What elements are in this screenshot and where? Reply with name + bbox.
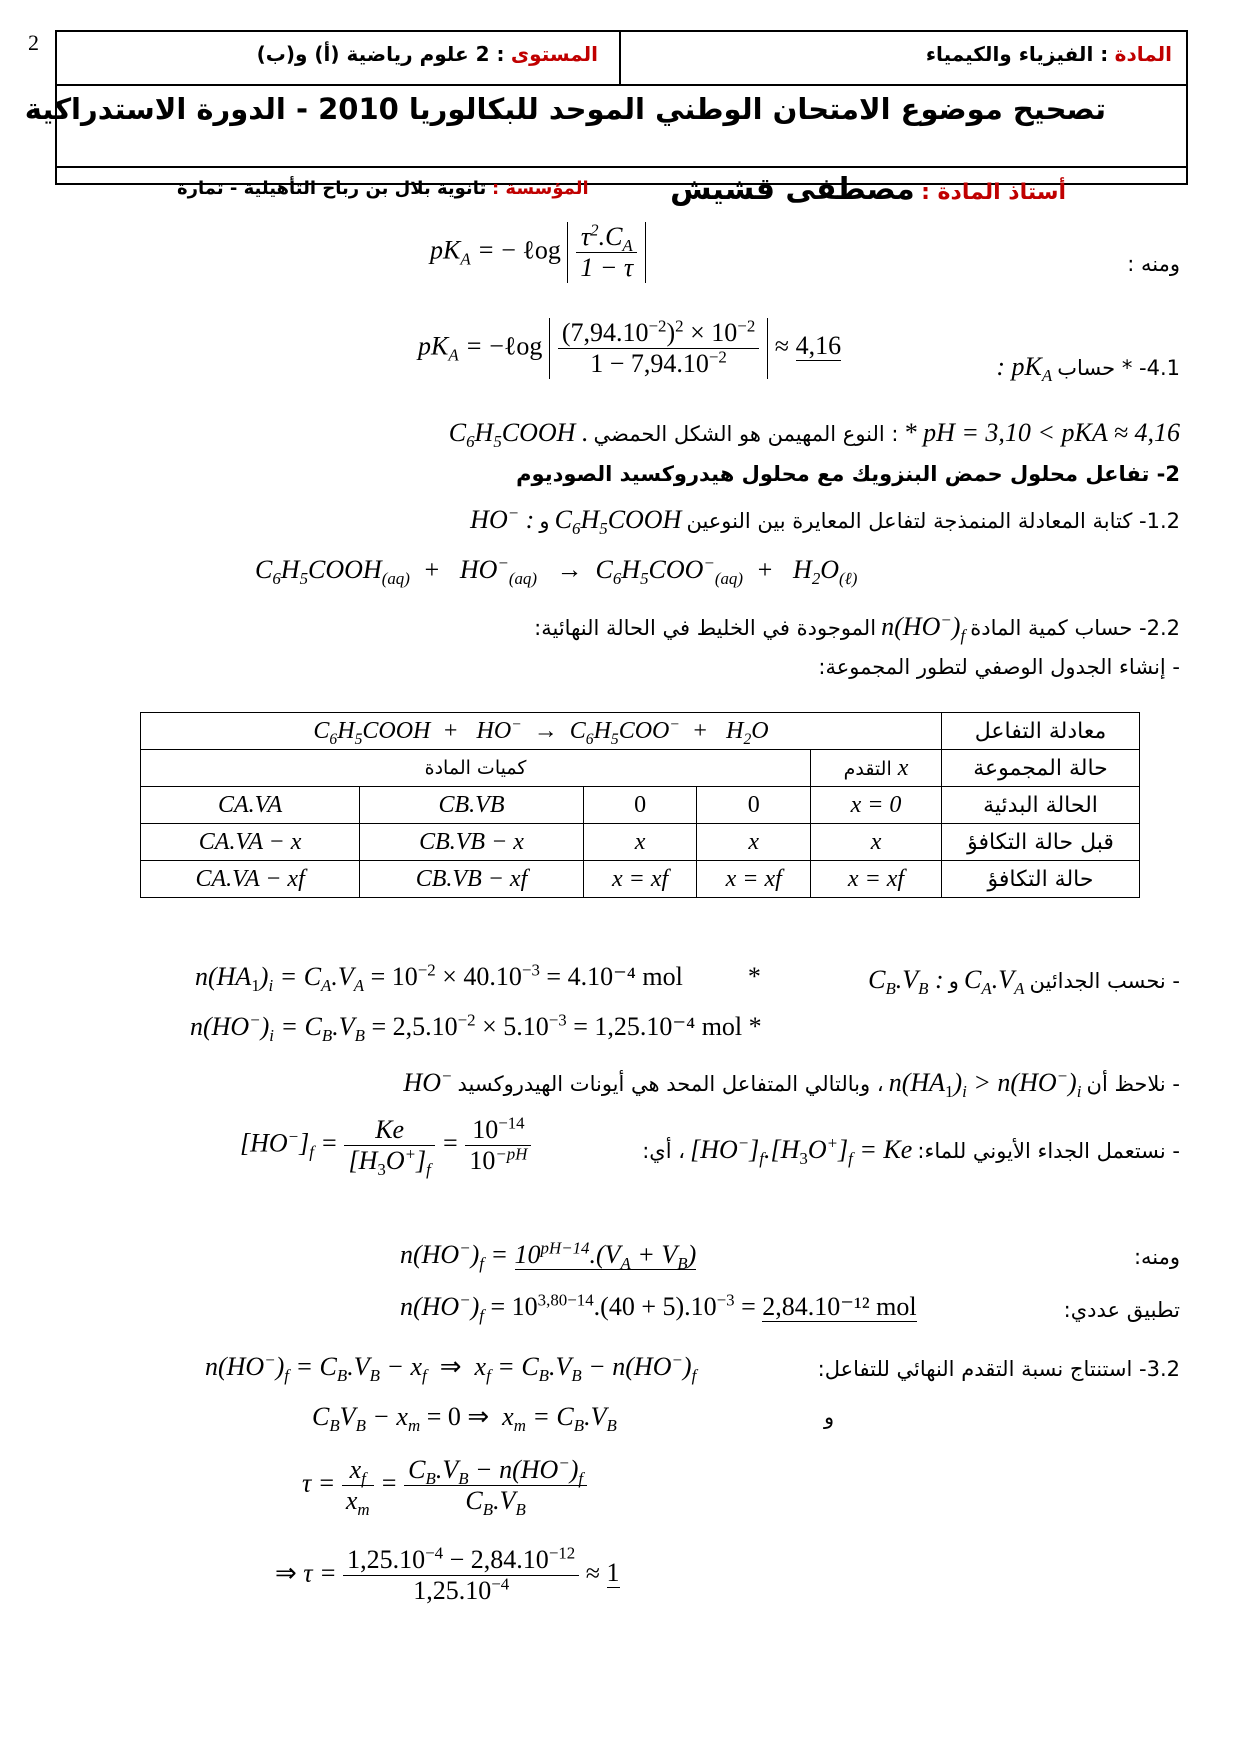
q22-text2: الموجودة في الخليط في الحالة النهائية: <box>534 616 877 640</box>
nho-result: 1,25.10⁻⁴ mol <box>594 1012 743 1041</box>
teacher-name: مصطفى قشيش <box>670 172 915 207</box>
q12-line: 1.2- كتابة المعادلة المنمذجة لتفاعل المعايرة بين النوعين $C_6H_5COOH$ و HO− : <box>470 503 1180 539</box>
table-cell: 0 <box>697 787 811 824</box>
ionic-ay: ، أي: <box>642 1139 685 1163</box>
xm-relation: $C_BV_B - x_m = 0$ ⇒ $x_m = C_B.V_B$ <box>312 1402 617 1436</box>
table-row <box>141 861 1140 898</box>
section2-title: 2- تفاعل محلول حمض البنزويك مع محلول هيدروكسيد الصوديوم <box>516 462 1180 486</box>
subject-cell: المادة : الفيزياء والكيمياء <box>925 42 1172 66</box>
row-label: الحالة البدئية <box>942 787 1140 824</box>
table-row <box>141 713 1140 750</box>
table-cell: CB.VB − x <box>360 824 584 861</box>
result-nho: 2,84.10⁻¹² mol <box>762 1292 917 1321</box>
header-row-3 <box>57 166 1186 216</box>
table-cell: x = xf <box>811 861 942 898</box>
dominant-line: * pH = 3,10 < pKA ≈ 4,16 : النوع المهيمن هو الشكل الحمضي $C_6H_5COOH$ . <box>448 418 1180 452</box>
table-cell: 0 <box>583 787 697 824</box>
wa-minhu-2: ومنه: <box>1133 1245 1180 1269</box>
table-cell: CA.VA − x <box>141 824 360 861</box>
advancement-label: التقدم <box>843 757 892 780</box>
remark-line: - نلاحظ أن $n(HA_1)_i > n(HO^-)_i$ ، وبالتالي المتفاعل المحد هي أيونات الهيدروكسيد HO− <box>403 1066 1180 1102</box>
q41-label: 4.1- * حساب <box>1057 356 1180 380</box>
page-number: 2 <box>28 30 39 55</box>
table-cell: x <box>811 824 942 861</box>
table-cell: x <box>583 824 697 861</box>
q12-text: 1.2- كتابة المعادلة المنمذجة لتفاعل المعايرة بين النوعين <box>686 509 1180 533</box>
tau-numeric: ⇒ τ = $\frac{1,25.10^{-4} - 2,84.10^{-12}}{1,25.10^{-4}}$ ≈ 1 <box>275 1543 620 1605</box>
row-label: قبل حالة التكافؤ <box>942 824 1140 861</box>
xf-relation: $n(HO^-)_f = C_B.V_B - x_f$ ⇒ $x_f = C_B.V_B - n(HO^-)_f$ <box>205 1350 697 1386</box>
table-cell: x <box>697 824 811 861</box>
ph-relation: pH = 3,10 < pKA ≈ 4,16 <box>923 418 1180 447</box>
tau-formula: τ = $\frac{x_f}{x_m}$ = $\frac{C_B.V_B - n(HO^-)_f}{C_B.V_B}$ <box>302 1455 587 1516</box>
remark-text2: ، وبالتالي المتفاعل المحد هي أيونات الهيدروكسيد <box>457 1072 884 1096</box>
calc-line: - نحسب الجدائين $C_A.V_A$ و $C_B.V_B$ : <box>868 965 1180 999</box>
table-cell: CA.VA − xf <box>141 861 360 898</box>
pka-numeric: $pK_A$ = −ℓog $\frac{(7,94.10^{-2})^2 \times 10^{-2}}{1 - 7,94.10^{-2}}$ ≈ 4,16 <box>418 316 842 378</box>
header-row-2 <box>24 84 1186 168</box>
calc-and: و <box>948 969 959 993</box>
table-cell: x = 0 <box>811 787 942 824</box>
titration-equation: $C_6H_5COOH_{(aq)} + HO^-_{(aq)}$ → $C_6H_5COO^-_{(aq)} + H_2O_{(\ell)}$ <box>255 553 858 589</box>
ho-concentration: $[HO^-]_f$ = $\frac{Ke}{[H_3O^+]_f}$ = $\frac{10^{-14}}{10^{-pH}}$ <box>240 1115 531 1176</box>
nho-final-formula: $n(HO^-)_f = 10^{pH-14}.(V_A + V_B)$ <box>400 1238 697 1274</box>
wa-minhu-label: ومنه : <box>1127 252 1180 276</box>
row-label: معادلة التفاعل <box>942 713 1140 750</box>
level-label: المستوى <box>510 42 598 66</box>
ionic-line: - نستعمل الجداء الأيوني للماء: $[HO^-]_f.[H_3O^+]_f = Ke$ ، أي: <box>642 1133 1180 1169</box>
teacher-label: أستاذ المادة : <box>921 180 1066 205</box>
level-value: 2 علوم رياضية (أ) و(ب) <box>256 42 490 66</box>
wa-label: و <box>824 1405 835 1429</box>
table-cell: CB.VB − xf <box>360 861 584 898</box>
header-table <box>24 30 1188 207</box>
page-title: تصحيح موضوع الامتحان الوطني الموحد للبكالوريا 2010 - الدورة الاستدراكية <box>24 92 1106 126</box>
advancement-header: التقدم x <box>811 750 942 787</box>
table-cell: x = xf <box>697 861 811 898</box>
nha-result: 4.10⁻⁴ mol <box>567 962 683 991</box>
level-cell: المستوى : 2 علوم رياضية (أ) و(ب) <box>256 42 598 66</box>
calc-text: - نحسب الجدائين <box>1029 969 1180 993</box>
table-cell: CB.VB <box>360 787 584 824</box>
teacher-cell <box>670 172 1066 207</box>
table-row <box>141 824 1140 861</box>
nho-calc: $n(HO^-)_i = C_B.V_B = 2,5.10^{-2} \times 5.10^{-3} = 1,25.10^{-4}$ mol * <box>190 1010 762 1046</box>
q41-line: 4.1- * حساب : $pK_A$ <box>996 352 1180 386</box>
institution-cell <box>177 178 589 199</box>
nho-final-numeric: $n(HO^-)_f = 10^{3,80-14}.(40 + 5).10^{-3} = 2,84.10^{-12}$ mol <box>400 1290 917 1326</box>
institution-value: ثانوية بلال بن رباح التأهيلية - تمارة <box>177 178 487 199</box>
pka-value: 4,16 <box>795 331 842 361</box>
table-cell: x = xf <box>583 861 697 898</box>
table-row <box>141 750 1140 787</box>
tau-result: 1 <box>606 1558 620 1588</box>
nha-calc: $n(HA_1)_i = C_A.V_A = 10^{-2} \times 40.10^{-3} = 4.10^{-4}$ mol * <box>195 960 761 996</box>
table-row <box>141 787 1140 824</box>
header-row-1 <box>57 32 1186 86</box>
pka-formula: $pK_A$ = − ℓog $\frac{\tau^2.C_A}{1 - \tau}$ <box>430 222 646 283</box>
header-divider <box>619 32 621 84</box>
dominant-text: النوع المهيمن هو الشكل الحمضي <box>593 422 885 446</box>
table-cell: CA.VA <box>141 787 360 824</box>
q22-text: 2.2- حساب كمية المادة <box>970 616 1180 640</box>
numeric-app: تطبيق عددي: <box>1063 1298 1180 1322</box>
subject-label: المادة <box>1114 42 1172 66</box>
remark-text: - نلاحظ أن <box>1086 1072 1180 1096</box>
subject-value: الفيزياء والكيمياء <box>925 42 1094 66</box>
row-label: حالة المجموعة <box>942 750 1140 787</box>
row-label: حالة التكافؤ <box>942 861 1140 898</box>
q12-and: و <box>539 509 550 533</box>
table-intro: - إنشاء الجدول الوصفي لتطور المجموعة: <box>818 655 1180 679</box>
table-equation: $C_6H_5COOH + HO^- \to C_6H_5COO^- + H_2O$ <box>141 713 942 750</box>
q32-text: 3.2- استنتاج نسبة التقدم النهائي للتفاعل: <box>817 1357 1180 1381</box>
institution-label: المؤسسة : <box>491 178 589 199</box>
ionic-text: - نستعمل الجداء الأيوني للماء: <box>917 1139 1180 1163</box>
q22-line: 2.2- حساب كمية المادة $n(HO^-)_f$ الموجودة في الخليط في الحالة النهائية: <box>534 610 1180 646</box>
evolution-table <box>140 712 1140 898</box>
quantities-header: كميات المادة <box>141 750 811 787</box>
